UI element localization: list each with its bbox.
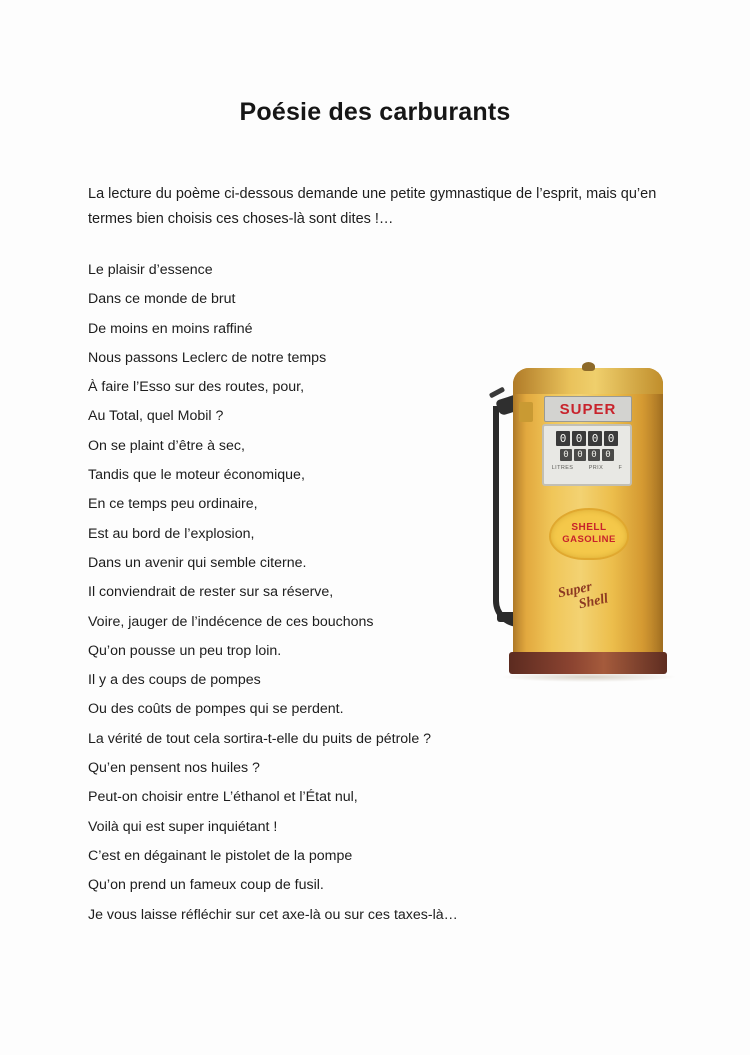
intro-paragraph: La lecture du poème ci-dessous demande une petite gymnastique de l’esprit, mais qu’en termes bien choisis ces choses-là sont dites !… [88, 186, 657, 227]
display-label: PRIX [588, 465, 604, 471]
pump-display-window [542, 424, 632, 486]
shell-badge [549, 508, 625, 556]
volume-digit-row [544, 449, 630, 461]
poem-line: C’est en dégainant le pistolet de la pompe [88, 847, 353, 864]
poem-line: La vérité de tout cela sortira-t-elle du puits de pétrole ? [88, 730, 432, 747]
super-sign-label: SUPER [559, 400, 617, 418]
poem-line: De moins en moins raffiné [88, 320, 253, 337]
page-title: Poésie des carburants [239, 98, 511, 126]
poem-line: Voire, jauger de l’indécence de ces bouchons [88, 613, 374, 630]
poem-line: On se plaint d’être à sec, [88, 437, 245, 454]
price-digit: 0 [604, 431, 618, 446]
volume-digit: 0 [574, 449, 586, 461]
poem-line: Peut-on choisir entre L’éthanol et l’État nul, [88, 789, 358, 806]
display-label: LITRES [551, 465, 574, 471]
poem-line: Au Total, quel Mobil ? [88, 408, 224, 425]
poem-line: Tandis que le moteur économique, [88, 467, 305, 484]
poem-line: Voilà qui est super inquiétant ! [88, 818, 278, 835]
poem-line: Je vous laisse réfléchir sur cet axe-là ou sur ces taxes-là… [88, 906, 458, 923]
poem-line: Ou des coûts de pompes qui se perdent. [88, 701, 344, 718]
poem-line: Nous passons Leclerc de notre temps [88, 349, 327, 366]
volume-digit: 0 [588, 449, 600, 461]
poem-line: Il y a des coups de pompes [88, 672, 261, 689]
poem-line: Dans un avenir qui semble citerne. [88, 554, 307, 571]
pump-base [509, 652, 667, 674]
poem-line: Qu’en pensent nos huiles ? [88, 760, 260, 777]
poem-line: Qu’on pousse un peu trop loin. [88, 642, 282, 659]
script-line-1: Super [556, 579, 594, 602]
pump-knob-icon [582, 362, 595, 371]
shell-badge-line1: SHELL [571, 522, 607, 533]
poem-line: Qu’on prend un fameux coup de fusil. [88, 877, 324, 894]
poem-line: À faire l’Esso sur des routes, pour, [88, 379, 305, 396]
price-digit: 0 [572, 431, 586, 446]
display-labels [544, 465, 630, 471]
nozzle-holster [519, 402, 533, 422]
poem-line: Le plaisir d’essence [88, 262, 213, 278]
volume-digit: 0 [602, 449, 614, 461]
shell-badge-line2: GASOLINE [562, 534, 616, 545]
pump-top-cap [513, 368, 663, 394]
poem-line: Il conviendrait de rester sur sa réserve, [88, 584, 334, 601]
price-digit-row [544, 431, 630, 446]
poem-line: Est au bord de l’explosion, [88, 525, 255, 542]
poem-body [88, 256, 518, 930]
gas-pump-illustration [487, 360, 687, 690]
poem-line: Dans ce monde de brut [88, 291, 236, 308]
nozzle-spout-icon [489, 387, 505, 399]
volume-digit: 0 [560, 449, 572, 461]
price-digit: 0 [556, 431, 570, 446]
script-line-2: Shell [577, 591, 610, 613]
price-digit: 0 [588, 431, 602, 446]
super-sign [544, 396, 632, 422]
poem-line: En ce temps peu ordinaire, [88, 496, 258, 513]
shell-badge-shape [549, 508, 629, 560]
display-label: F [618, 465, 623, 471]
